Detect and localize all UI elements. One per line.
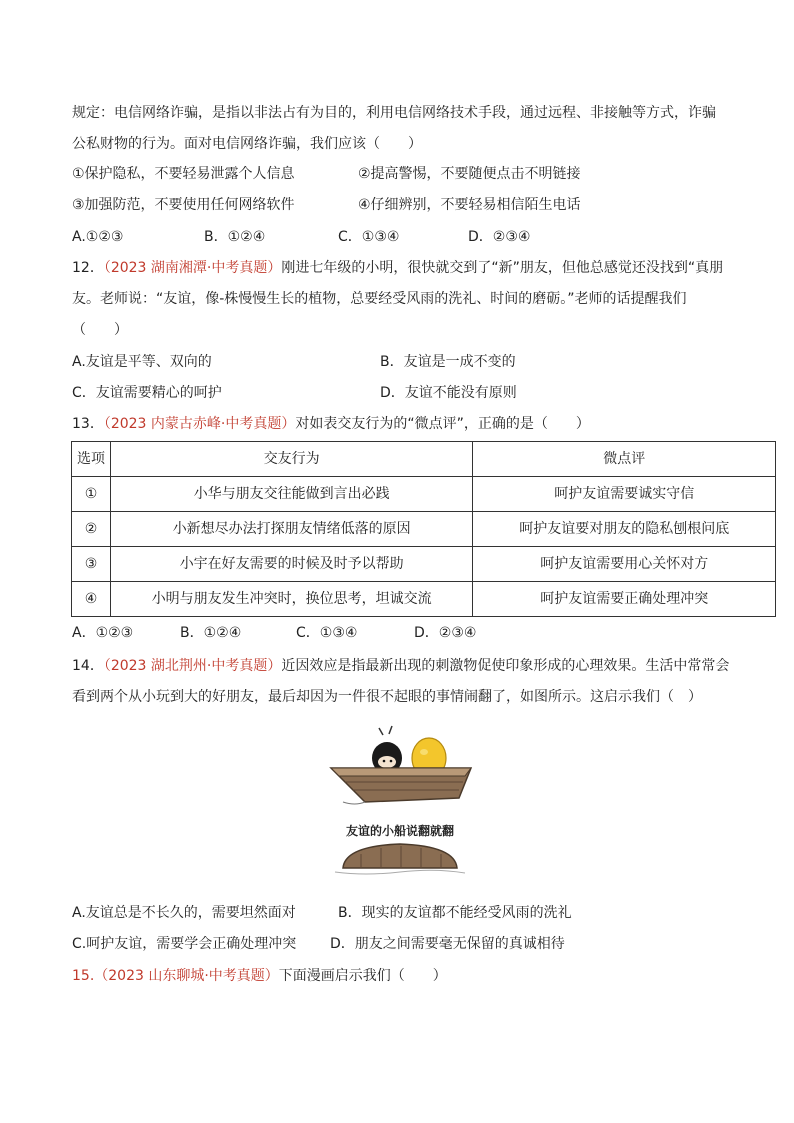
q11-item-2: ②提高警惕，不要随便点击不明链接 <box>358 166 581 182</box>
boat <box>331 768 471 804</box>
q11-item-1: ①保护隐私，不要轻易泄露个人信息 <box>72 166 295 182</box>
q15-stem-text: 下面漫画启示我们（ ） <box>278 968 447 984</box>
q13-stem-text: 对如表交友行为的“微点评”，正确的是（ ） <box>295 416 590 432</box>
q13-table <box>71 441 776 617</box>
q12-stem-line3: （ ） <box>72 322 128 338</box>
q11-item-4: ④仔细辨别，不要轻易相信陌生电话 <box>358 197 581 213</box>
table-cell: 小明与朋友发生冲突时，换位思考，坦诚交流 <box>110 582 472 617</box>
table-cell: 小华与朋友交往能做到言出必践 <box>110 477 472 512</box>
q14-option-a: A.友谊总是不长久的，需要坦然面对 <box>72 905 296 921</box>
q15-source: （2023 山东聊城·中考真题） <box>94 968 279 984</box>
q12-option-d: D．友谊不能没有原则 <box>380 385 517 401</box>
q13-number: 13． <box>72 416 104 432</box>
q14-stem-line1 <box>72 656 729 676</box>
q12-stem-text: 刚进七年级的小明，很快就交到了“新”朋友，但他总感觉还没找到“真朋 <box>281 260 724 276</box>
table-cell: ③ <box>72 547 111 582</box>
table-cell: 呵护友谊需要正确处理冲突 <box>473 582 776 617</box>
table-cell: 呵护友谊需要用心关怀对方 <box>473 547 776 582</box>
q13-stem <box>72 414 590 434</box>
q11-option-c: C．①③④ <box>338 229 400 245</box>
q13-option-d: D．②③④ <box>414 625 477 641</box>
q11-option-b: B．①②④ <box>204 229 266 245</box>
table-row <box>72 582 776 617</box>
q13-source: （2023 内蒙古赤峰·中考真题） <box>103 416 296 432</box>
table-cell: 小新想尽办法打探朋友情绪低落的原因 <box>110 512 472 547</box>
table-cell: 呵护友谊需要诚实守信 <box>473 477 776 512</box>
table-row <box>72 477 776 512</box>
table-cell: 呵护友谊要对朋友的隐私刨根问底 <box>473 512 776 547</box>
q11-item-3: ③加强防范，不要使用任何网络软件 <box>72 197 295 213</box>
table-cell: 小宇在好友需要的时候及时予以帮助 <box>110 547 472 582</box>
black-character <box>372 726 402 774</box>
q11-option-a: A.①②③ <box>72 229 124 245</box>
friendship-boat-cartoon <box>325 718 475 886</box>
q14-option-b: B．现实的友谊都不能经受风雨的洗礼 <box>338 905 572 921</box>
q14-option-d: D．朋友之间需要毫无保留的真诚相待 <box>330 936 565 952</box>
table-header-row <box>72 442 776 477</box>
q13-option-a: A．①②③ <box>72 625 134 641</box>
q14-option-c: C.呵护友谊，需要学会正确处理冲突 <box>72 936 297 952</box>
q12-stem-line2: 友。老师说：“友谊，像-株慢慢生长的植物，总要经受风雨的洗礼、时间的磨砺。”老师的话提醒我们 <box>72 291 687 307</box>
q15-stem <box>72 966 447 986</box>
table-header-cell: 交友行为 <box>110 442 472 477</box>
boat-illustration <box>325 718 475 886</box>
table-cell: ② <box>72 512 111 547</box>
q11-stem-line2: 公私财物的行为。面对电信网络诈骗，我们应该（ ） <box>72 136 422 152</box>
q14-source: （2023 湖北荆州·中考真题） <box>103 658 282 674</box>
table-row <box>72 547 776 582</box>
table-row <box>72 512 776 547</box>
table-header-cell: 选项 <box>72 442 111 477</box>
table-cell: ① <box>72 477 111 512</box>
table-header-cell: 微点评 <box>473 442 776 477</box>
q14-number: 14． <box>72 658 104 674</box>
q12-stem-line1 <box>72 258 723 278</box>
q12-option-a: A.友谊是平等、双向的 <box>72 354 212 370</box>
q13-option-c: C．①③④ <box>296 625 358 641</box>
q13-option-b: B．①②④ <box>180 625 242 641</box>
q14-stem-line2: 看到两个从小玩到大的好朋友，最后却因为一件很不起眼的事情闹翻了，如图所示。这启示我们（ ） <box>72 689 702 705</box>
q12-option-c: C．友谊需要精心的呵护 <box>72 385 222 401</box>
q12-option-b: B．友谊是一成不变的 <box>380 354 516 370</box>
q15-number: 15. <box>72 968 95 984</box>
figure-caption: 友谊的小船说翻就翻 <box>345 824 455 838</box>
q12-source: （2023 湖南湘潭·中考真题） <box>103 260 282 276</box>
q12-number: 12． <box>72 260 104 276</box>
q11-stem-line1: 规定：电信网络诈骗，是指以非法占有为目的，利用电信网络技术手段，通过远程、非接触等方式，诈骗 <box>72 105 716 121</box>
q14-stem-text: 近因效应是指最新出现的刺激物促使印象形成的心理效果。生活中常常会 <box>281 658 730 674</box>
q11-option-d: D．②③④ <box>468 229 531 245</box>
table-cell: ④ <box>72 582 111 617</box>
overturned-boat <box>335 844 465 874</box>
